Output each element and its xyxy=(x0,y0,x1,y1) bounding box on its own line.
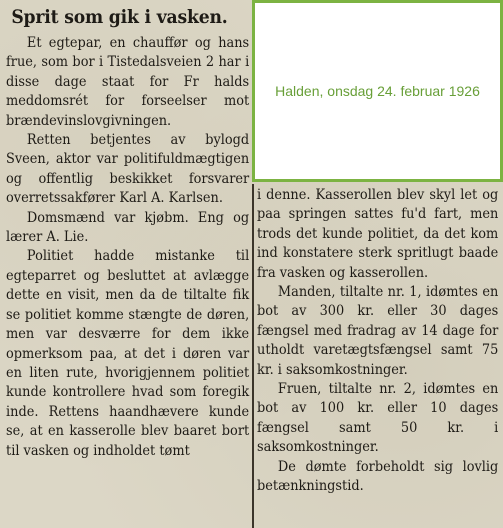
article-paragraph: Domsmænd var kjøbm. Eng og lærer A. Lie. xyxy=(6,209,250,246)
dateline-text: Halden, onsdag 24. februar 1926 xyxy=(275,83,480,99)
article-headline: Sprit som gik i vasken. xyxy=(11,7,228,28)
right-column xyxy=(257,186,499,528)
column-divider xyxy=(252,184,254,528)
left-column xyxy=(6,6,250,526)
article-paragraph: Et egtepar, en chauffør og hans frue, som bor i Tistedalsveien 2 har i disse dage staat for Fr halds meddomsrét for forseelser mot brændevinslovgivningen. xyxy=(6,35,250,129)
article-paragraph: Fruen, tiltalte nr. 2, idømtes en bot av 100 kr. eller 10 dages fængsel samt 50 kr. i saksomkostninger. xyxy=(257,381,499,456)
article-paragraph: Politiet hadde mistanke til egteparret og besluttet at avlægge dette en visit, men da de tiltalte fik se politiet komme stængte de døren, men var desværre for dem ikke opmerksom paa, at det i døren var en liten rute, hvorigjennem politiet kunde kontrollere hvad som foregik inde. Rettens haandhævere kunde se, at en kasserolle blev baaret bort til vasken og indholdet tømt xyxy=(6,248,250,459)
article-paragraph: Retten betjentes av bylogd Sveen, aktor var politifuldmægtigen og offentlig beskikket forsvarer overretssakfører Karl A. Karlsen. xyxy=(6,132,250,207)
article-paragraph: Manden, tiltalte nr. 1, idømtes en bot av 300 kr. eller 30 dages fængsel med fradrag av 14 dage for utholdt varetægtsfængsel samt 75 kr. i saksomkostninger. xyxy=(257,284,499,378)
article-paragraph: i denne. Kasserollen blev skyl let og paa springen sattes fu'd fart, men trods det kunde politiet, da det kom ind konstatere sterk spritlugt baade fra vasken og kasserollen. xyxy=(257,187,499,281)
dateline-panel xyxy=(252,0,503,182)
article-paragraph: De dømte forbeholdt sig lovlig betænkningstid. xyxy=(257,458,499,495)
